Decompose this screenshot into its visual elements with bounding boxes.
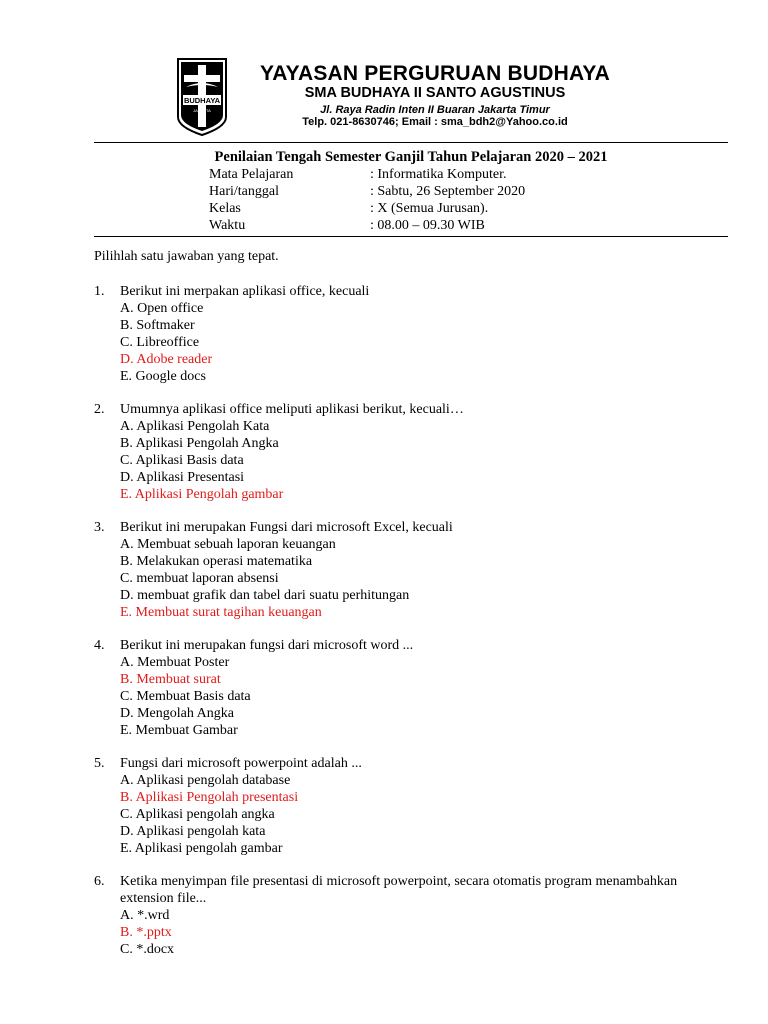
- info-value: : X (Semua Jurusan).: [370, 201, 489, 216]
- info-row: [209, 217, 525, 234]
- answer-option: B. Melakukan operasi matematika: [120, 554, 313, 569]
- answer-option: D. Mengolah Angka: [120, 706, 234, 721]
- question: [94, 519, 714, 621]
- question-text: Berikut ini merupakan fungsi dari microsoft word ...: [120, 638, 414, 653]
- answer-option: A. Open office: [120, 301, 204, 316]
- answer-option-correct: B. *.pptx: [120, 925, 172, 940]
- info-divider: [94, 236, 728, 237]
- info-row: [209, 183, 525, 200]
- answer-option: A. *.wrd: [120, 908, 170, 923]
- answer-option: E. Aplikasi pengolah gambar: [120, 841, 283, 856]
- answer-option: C. membuat laporan absensi: [120, 571, 279, 586]
- school-address: Jl. Raya Radin Inten II Buaran Jakarta Timur: [320, 104, 550, 116]
- question: [94, 755, 714, 857]
- question: [94, 873, 714, 958]
- question: [94, 637, 714, 739]
- question-number: 2.: [94, 402, 105, 417]
- question: [94, 401, 714, 503]
- question-text: Umumnya aplikasi office meliputi aplikasi berikut, kecuali…: [120, 402, 464, 417]
- answer-option: A. Aplikasi pengolah database: [120, 773, 291, 788]
- info-value: : Informatika Komputer.: [370, 167, 507, 182]
- question-text: Berikut ini merupakan Fungsi dari microsoft Excel, kecuali: [120, 520, 453, 535]
- answer-option: A. Membuat Poster: [120, 655, 230, 670]
- answer-option: D. Aplikasi Presentasi: [120, 470, 245, 485]
- logo-subtext: JAKARTA: [193, 108, 211, 113]
- question-number: 1.: [94, 284, 105, 299]
- question-list: [94, 283, 714, 974]
- answer-option: A. Aplikasi Pengolah Kata: [120, 419, 270, 434]
- info-value: : 08.00 – 09.30 WIB: [370, 218, 485, 233]
- answer-option-correct: E. Aplikasi Pengolah gambar: [120, 487, 284, 502]
- info-label: Kelas: [209, 201, 241, 216]
- info-label: Waktu: [209, 218, 246, 233]
- answer-option: E. Membuat Gambar: [120, 723, 238, 738]
- school-name: SMA BUDHAYA II SANTO AGUSTINUS: [304, 85, 566, 101]
- answer-option: A. Membuat sebuah laporan keuangan: [120, 537, 336, 552]
- school-contact: Telp. 021-8630746; Email : sma_bdh2@Yahoo.co.id: [302, 116, 568, 128]
- question-number: 4.: [94, 638, 105, 653]
- answer-option: D. membuat grafik dan tabel dari suatu perhitungan: [120, 588, 410, 603]
- exam-info-table: [209, 166, 525, 234]
- answer-option-correct: B. Aplikasi Pengolah presentasi: [120, 790, 299, 805]
- question-number: 6.: [94, 874, 105, 889]
- answer-option: E. Google docs: [120, 369, 206, 384]
- answer-option-correct: B. Membuat surat: [120, 672, 221, 687]
- letterhead: [0, 0, 768, 140]
- question-text: Ketika menyimpan file presentasi di microsoft powerpoint, secara otomatis program menambahkan extension file...: [120, 874, 678, 906]
- info-row: [209, 166, 525, 183]
- instruction: Pilihlah satu jawaban yang tepat.: [94, 249, 279, 264]
- answer-option: C. Membuat Basis data: [120, 689, 251, 704]
- header-divider: [94, 142, 728, 143]
- answer-option: C. *.docx: [120, 942, 175, 957]
- question-text: Fungsi dari microsoft powerpoint adalah ...: [120, 756, 362, 771]
- answer-option: C. Aplikasi pengolah angka: [120, 807, 275, 822]
- exam-title: Penilaian Tengah Semester Ganjil Tahun Pelajaran 2020 – 2021: [214, 149, 608, 165]
- answer-option: B. Softmaker: [120, 318, 195, 333]
- info-label: Hari/tanggal: [209, 184, 279, 199]
- answer-option: B. Aplikasi Pengolah Angka: [120, 436, 279, 451]
- info-value: : Sabtu, 26 September 2020: [370, 184, 526, 199]
- info-row: [209, 200, 525, 217]
- answer-option-correct: D. Adobe reader: [120, 352, 213, 367]
- answer-option: D. Aplikasi pengolah kata: [120, 824, 266, 839]
- question-number: 5.: [94, 756, 105, 771]
- answer-option: C. Libreoffice: [120, 335, 200, 350]
- question: [94, 283, 714, 385]
- answer-option: C. Aplikasi Basis data: [120, 453, 244, 468]
- org-name: YAYASAN PERGURUAN BUDHAYA: [259, 62, 611, 85]
- logo-text: BUDHAYA: [183, 96, 221, 105]
- question-text: Berikut ini merpakan aplikasi office, kecuali: [120, 284, 370, 299]
- answer-option-correct: E. Membuat surat tagihan keuangan: [120, 605, 322, 620]
- question-number: 3.: [94, 520, 105, 535]
- info-label: Mata Pelajaran: [209, 167, 294, 182]
